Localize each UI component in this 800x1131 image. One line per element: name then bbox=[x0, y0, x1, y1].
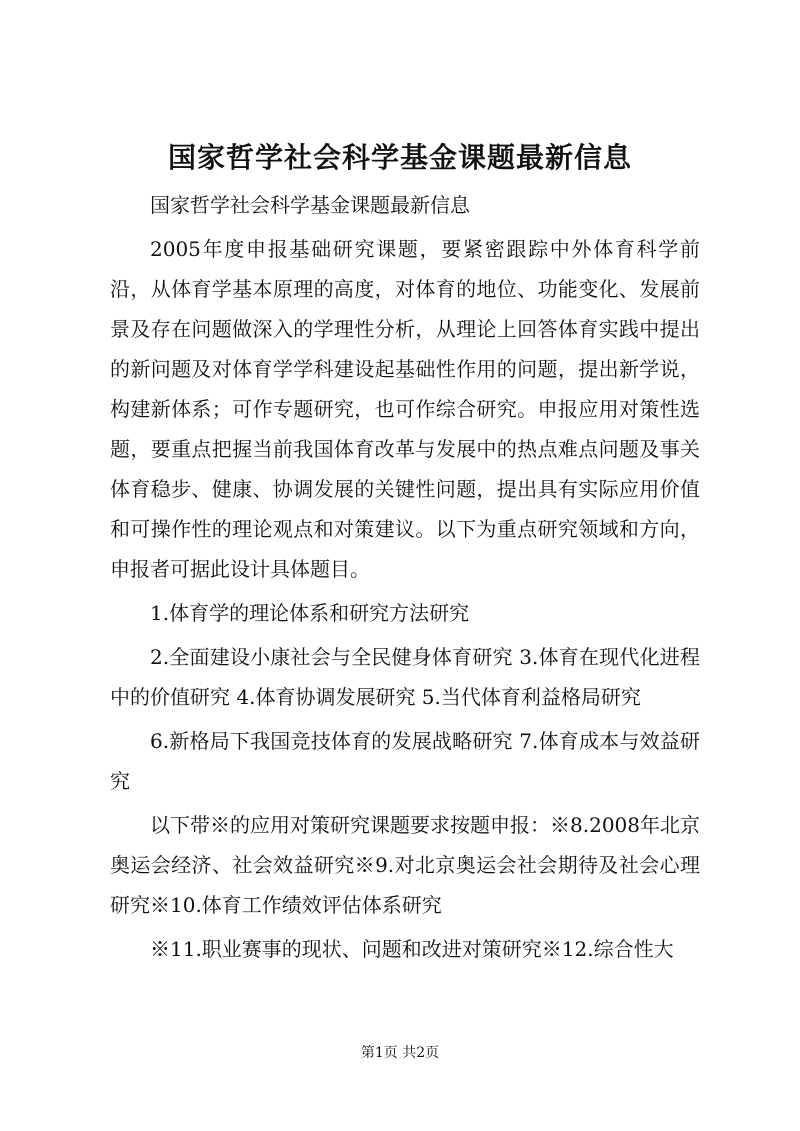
document-body bbox=[110, 185, 700, 973]
paragraph-item-1: 1.体育学的理论体系和研究方法研究 bbox=[150, 601, 470, 625]
paragraph-subtitle: 国家哲学社会科学基金课题最新信息 bbox=[150, 193, 470, 217]
paragraph-intro: 2005年度申报基础研究课题，要紧密跟踪中外体育科学前沿，从体育学基本原理的高度，对体育的地位、功能变化、发展前景及存在问题做深入的学理性分析，从理论上回答体育实践中提出的新问题及对体育学学科建设起基础性作用的问题，提出新学说，构建新体系；可作专题研究，也可作综合研究。申报应用对策性选题，要重点把握当前我国体育改革与发展中的热点难点问题及事关体育稳步、健康、协调发展的关键性问题，提出具有实际应用价值和可操作性的理论观点和对策建议。以下为重点研究领域和方向，申报者可据此设计具体题目。 bbox=[110, 237, 700, 581]
paragraph-applied-topics: 以下带※的应用对策研究课题要求按题申报：※8.2008年北京奥运会经济、社会效益研究※9.对北京奥运会社会期待及社会心理研究※10.体育工作绩效评估体系研究 bbox=[110, 813, 700, 917]
paragraph-items-2-5: 2.全面建设小康社会与全民健身体育研究 3.体育在现代化进程中的价值研究 4.体育协调发展研究 5.当代体育利益格局研究 bbox=[110, 645, 700, 709]
paragraph-items-11-12: ※11.职业赛事的现状、问题和改进对策研究※12.综合性大 bbox=[150, 937, 674, 961]
paragraph-items-6-7: 6.新格局下我国竞技体育的发展战略研究 7.体育成本与效益研究 bbox=[110, 729, 700, 793]
page-title: 国家哲学社会科学基金课题最新信息 bbox=[167, 141, 632, 174]
page-footer: 第1页 共2页 bbox=[360, 1045, 440, 1061]
